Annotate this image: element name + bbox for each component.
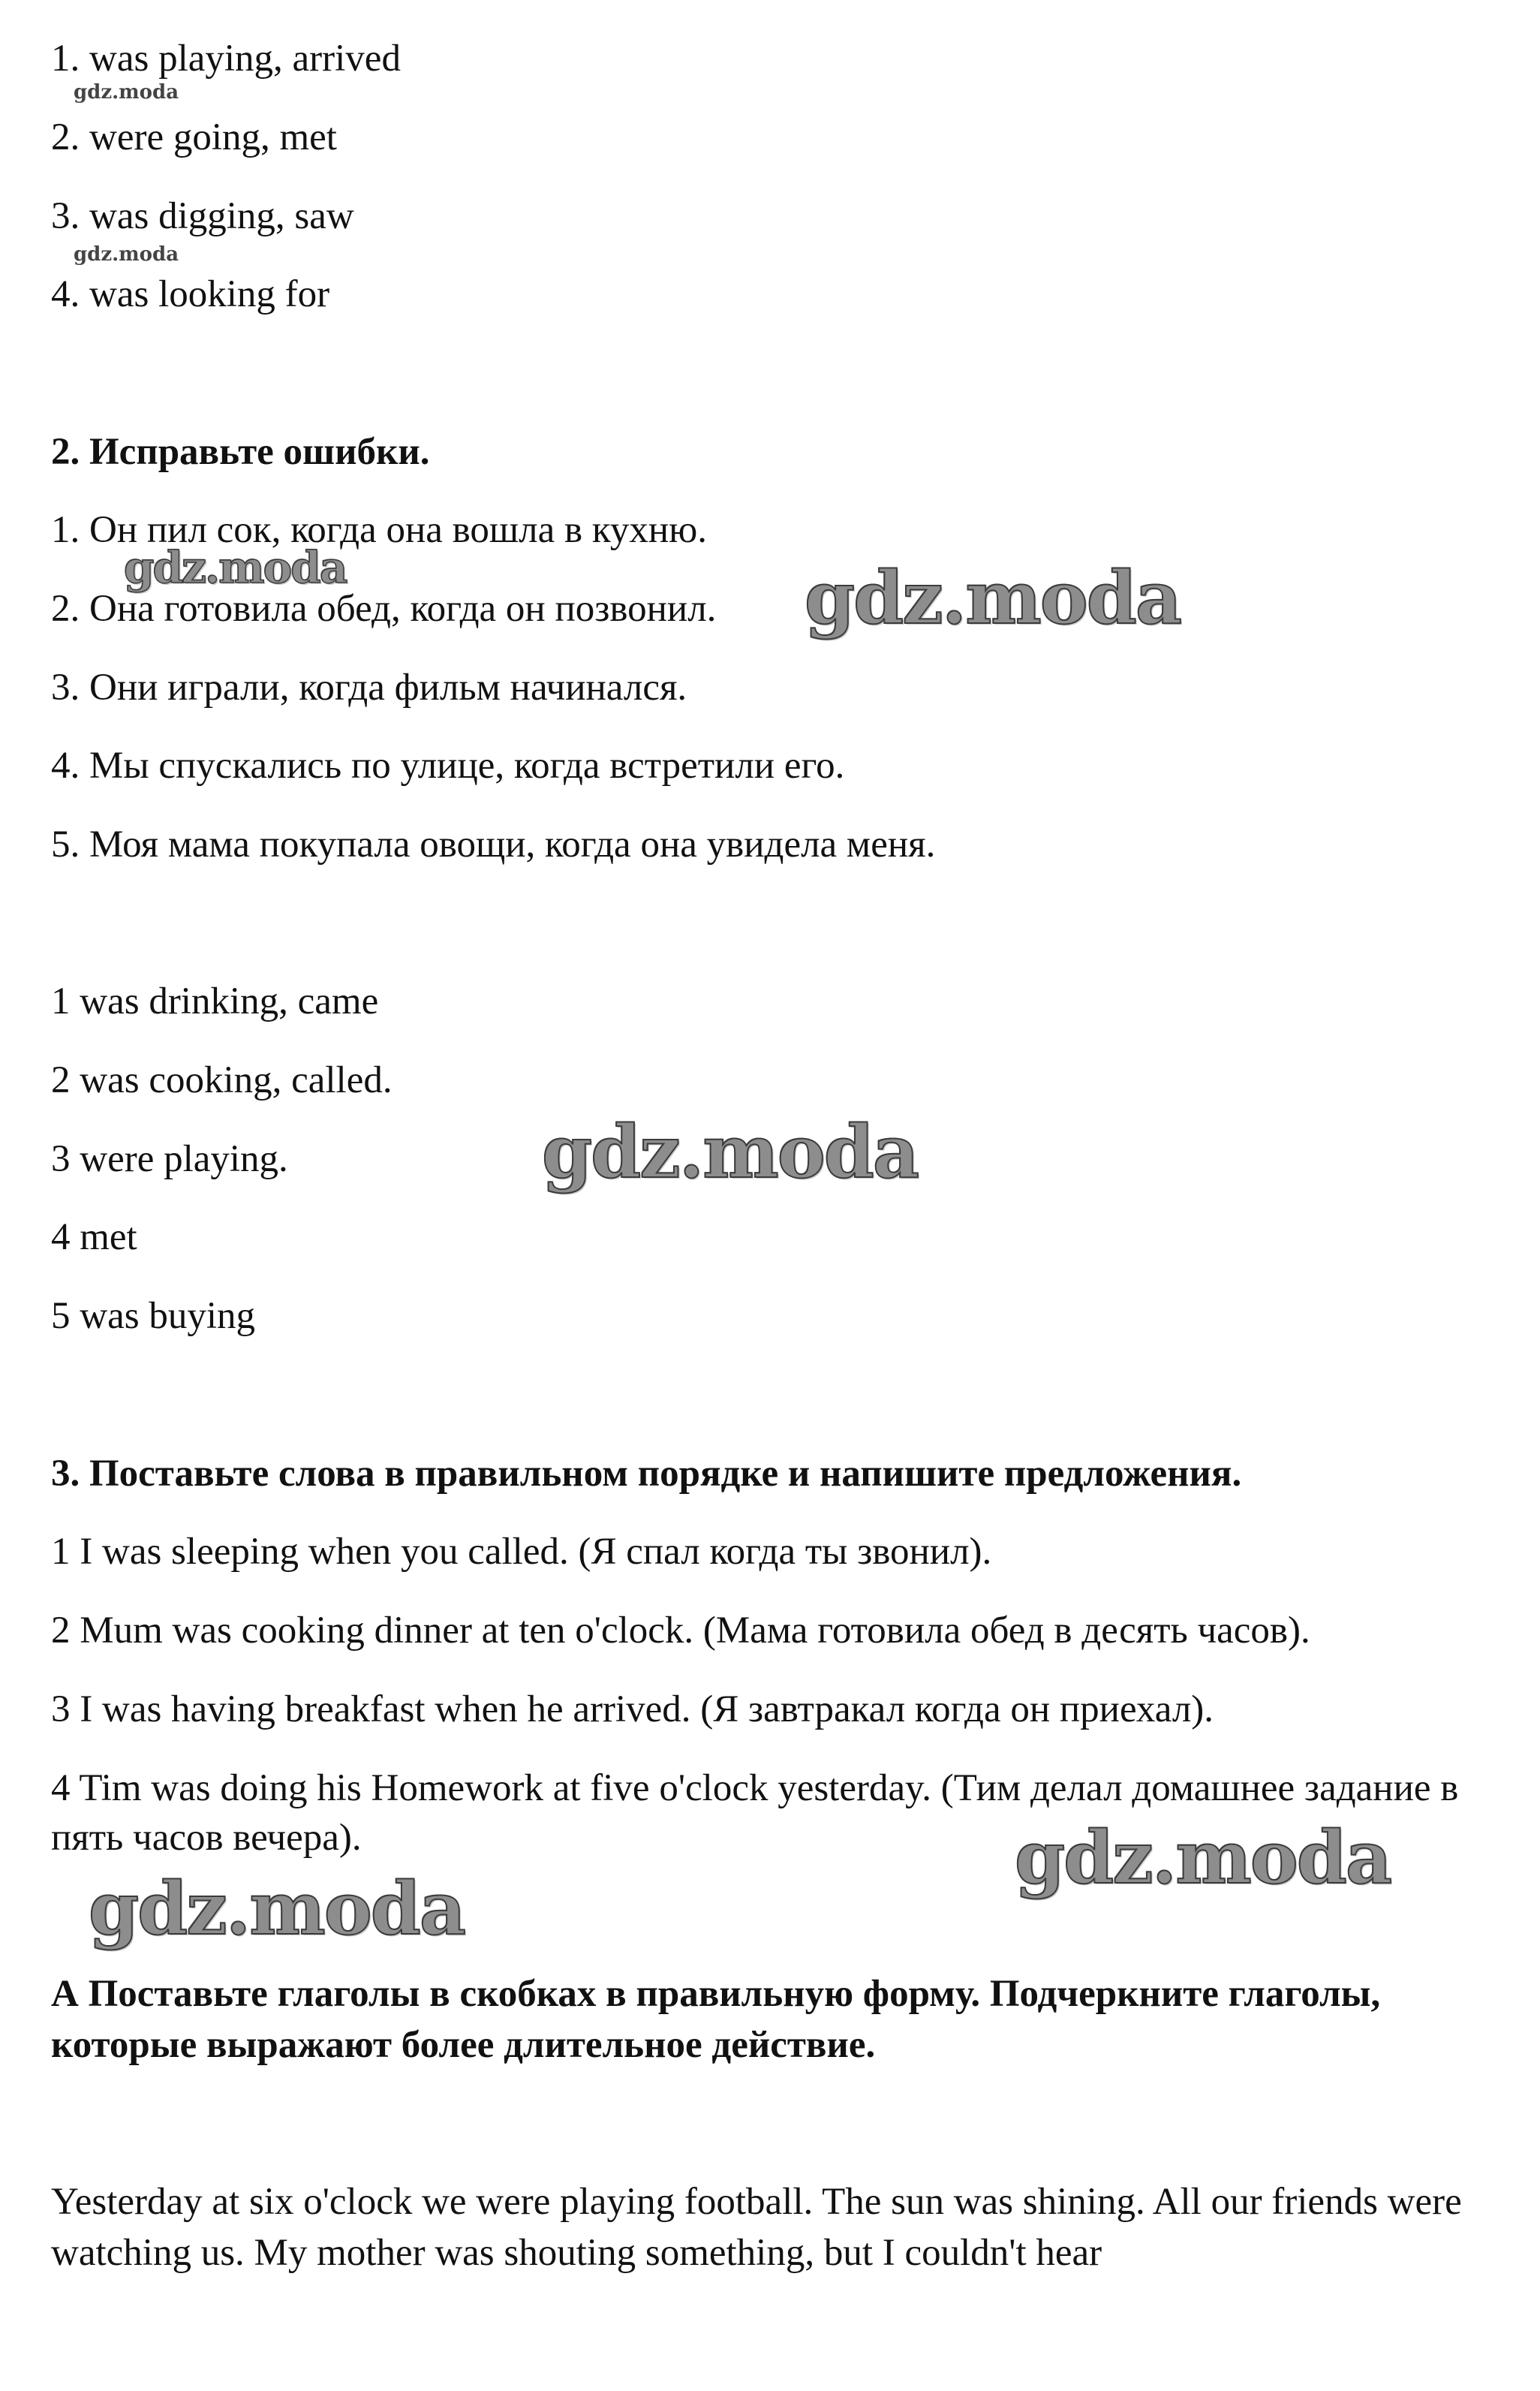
section1-answer-3: 3. was digging, saw — [51, 195, 354, 237]
section1-answer-2: 2. were going, met — [51, 116, 337, 158]
section3-answer-4: 4 Tim was doing his Homework at five o'clock yesterday. (Тим делал домашнее задание в пять часов вечера). — [51, 1767, 1459, 1859]
section3-answer-3: 3 I was having breakfast when he arrived. (Я завтракал когда он приехал). — [51, 1688, 1214, 1730]
sectionA-text: Yesterday at six o'clock we were playing football. The sun was shining. All our friends were watching us. My mother was shouting something, but I couldn't hear — [51, 2181, 1462, 2274]
watermark-logo: gdz.moda — [805, 556, 1181, 640]
section2-sentence-1: 1. Он пил сок, когда она вошла в кухню. — [51, 509, 708, 551]
section2-answer-5: 5 was buying — [51, 1295, 255, 1337]
watermark-logo: gdz.moda — [74, 243, 179, 266]
section3-answer-1: 1 I was sleeping when you called. (Я спал когда ты звонил). — [51, 1531, 992, 1573]
section3-heading: 3. Поставьте слова в правильном порядке и напишите предложения. — [51, 1453, 1242, 1495]
sectionA-heading: А Поставьте глаголы в скобках в правильную форму. Подчеркните глаголы, которые выражают более длительное действие. — [51, 1973, 1381, 2066]
section2-answer-1: 1 was drinking, came — [51, 980, 379, 1022]
section3-answer-2: 2 Mum was cooking dinner at ten o'clock. (Мама готовила обед в десять часов). — [51, 1610, 1310, 1652]
section2-answer-2: 2 was cooking, called. — [51, 1059, 393, 1101]
watermark-logo: gdz.moda — [74, 81, 179, 104]
section1-answer-1: 1. was playing, arrived — [51, 38, 401, 80]
section2-sentence-4: 4. Мы спускались по улице, когда встретили его. — [51, 745, 845, 787]
watermark-logo: gdz.moda — [89, 1866, 465, 1951]
section2-sentence-2: 2. Она готовила обед, когда он позвонил. — [51, 588, 717, 630]
watermark-logo: gdz.moda — [542, 1110, 919, 1194]
watermark-logo: gdz.moda — [1015, 1815, 1391, 1900]
section2-answer-3: 3 were playing. — [51, 1138, 288, 1180]
section2-sentence-5: 5. Моя мама покупала овощи, когда она увидела меня. — [51, 824, 936, 866]
section2-heading: 2. Исправьте ошибки. — [51, 431, 430, 473]
section1-answer-4: 4. was looking for — [51, 273, 330, 315]
section2-sentence-3: 3. Они играли, когда фильм начинался. — [51, 667, 687, 709]
section2-answer-4: 4 met — [51, 1216, 137, 1258]
watermark-logo: gdz.moda — [124, 542, 347, 593]
